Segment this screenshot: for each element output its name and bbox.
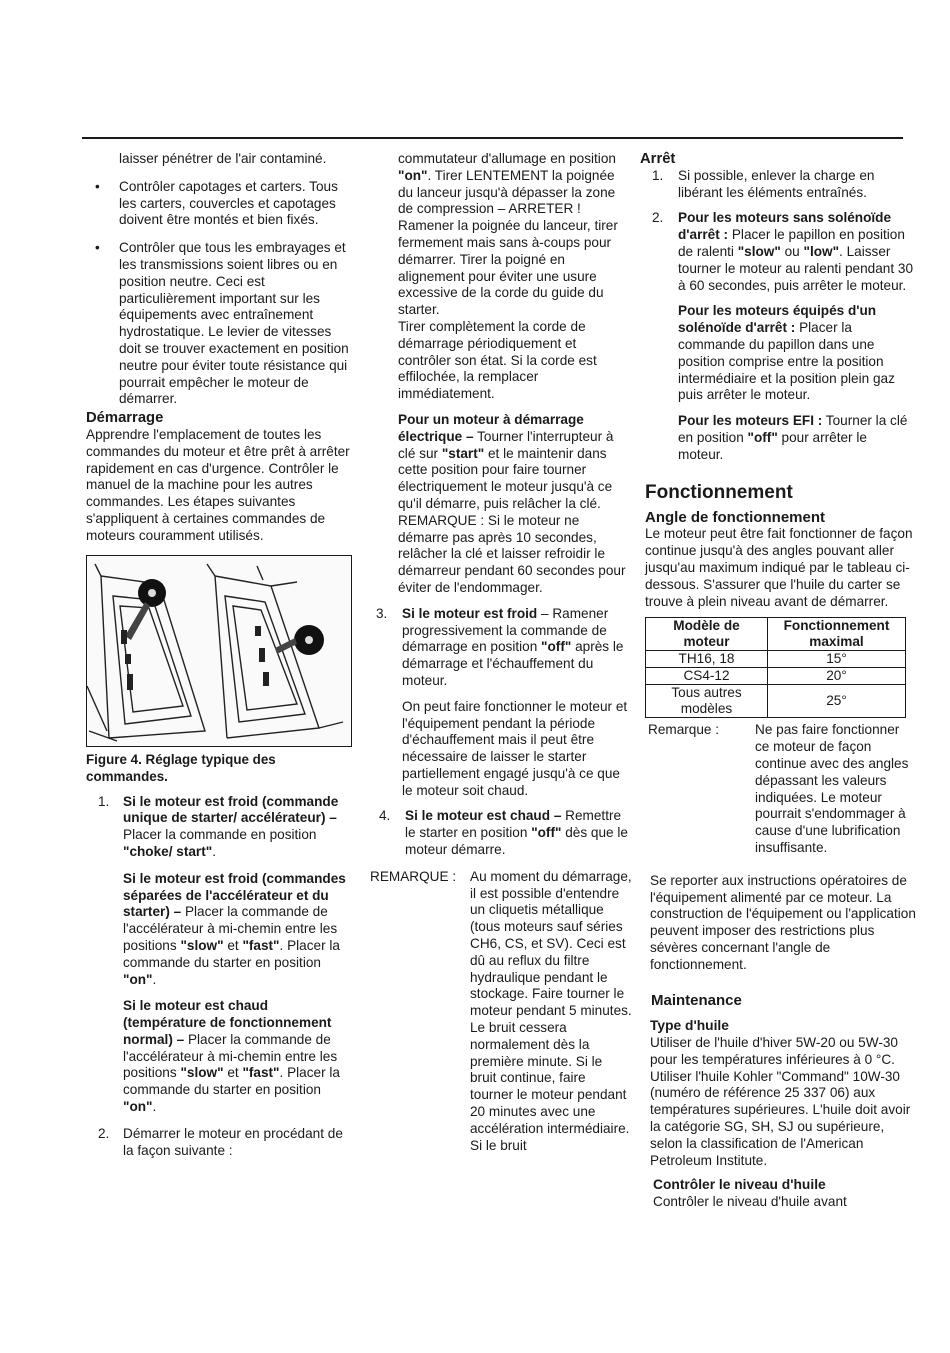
bullet-item: • Contrôler que tous les embrayages et les transmissions soient libres ou en position neutre. Ceci est particulièrement important sur les équipements avec entraînement hydrostatique. Le levier de vitesses doit se trouver exactement en position neutre pour éviter toute résistance qui pourrait empêcher le moteur de démarrer. [95,240,349,407]
table-row: Tous autres modèles 25° [646,685,906,718]
column-left [86,151,352,1159]
figure-controls [86,555,352,747]
subsection-title-niveau: Contrôler le niveau d'huile [653,1177,826,1193]
table-row: CS4-12 20° [646,668,906,685]
bullet-item: • Contrôler capotages et carters. Tous les carters, couvercles et capotages doivent être montés et bien fixés. [95,178,338,228]
step-item: 1. Si possible, enlever la charge en libérant les éléments entraînés. [652,167,875,200]
table-row: TH16, 18 15° [646,651,906,668]
starter-instructions: commutateur d'allumage en position "on". Tirer LENTEMENT la poignée du lanceur jusqu'à dépasser la zone de compression – ARRETER ! Ramener la poignée du lanceur, tirer fermement mais sans à-coups pour démarrer. Tirer la poigné en alignement pour éviter une usure excessive de la corde du guide du starter. Tirer complètement la corde de démarrage périodiquement et contrôler son état. Si la corde est effilochée, la remplacer immédiatement. Pour un moteur à démarrage électrique – Tourner l'interrupteur à clé sur "start" et le maintenir dans cette position pour faire tourner électriquement le moteur jusqu'à ce qu'il démarre, puis relâcher la clé. REMARQUE : Si le moteur ne démarre pas après 10 secondes, relâcher la clé et laisser refroidir le démarreur pendant 60 secondes pour éviter de l'endommager. [398,151,626,595]
column-middle [370,151,632,1154]
step-item: 1. Si le moteur est froid (commande unique de starter/ accélérateur) – Placer la commande en position "choke/ start". Si le moteur est froid (commandes séparées de l'accélérateur et du starter) – Placer la commande de l'accélérateur à mi-chemin entre les positions "slow" et "fast". Placer la commande du starter en position "on". Si le moteur est chaud (température de fonctionnement normal) – Placer la commande de l'accélérateur à mi-chemin entre les positions "slow" et "fast". Placer la commande du starter en position "on". [98,793,346,1115]
section-title-demarrage: Démarrage [86,410,164,427]
step-item: 2. Pour les moteurs sans solénoïde d'arrêt : Placer le papillon en position de ralenti "slow" ou "low". Laisser tourner le moteur au ralenti pendant 30 à 60 secondes, puis arrêter le moteur. Pour les moteurs équipés d'un solénoïde d'arrêt : Placer la commande du papillon dans une position comprise entre la position intermédiaire et la position plein gaz puis arrêter le moteur. Pour les moteurs EFI : Tourner la clé en position "off" pour arrêter le moteur. [652,210,914,462]
section-title-arret: Arrêt [640,151,676,167]
step-item: 4. Si le moteur est chaud – Remettre le starter en position "off" dès que le moteur démarre. [379,808,628,858]
demarrage-paragraph: Apprendre l'emplacement de toutes les commandes du moteur et être prêt à arrêter rapidement en cas d'urgence. Contrôler le manuel de la machine pour les autres commandes. Les étapes suivantes s'appliquent à certaines commandes de moteurs couramment utilisés. [86,426,350,543]
step-item: 2. Démarrer le moteur en procédant de la façon suivante : [98,1125,343,1158]
column-right [640,151,916,1211]
huile-paragraph: Utiliser de l'huile d'hiver 5W-20 ou 5W-30 pour les températures inférieures à 0 °C. Utiliser l'huile Kohler "Command" 10W-30 (numéro de référence 25 337 06) aux températures supérieures. L'huile doit avoir la catégorie SG, SH, SJ ou supérieure, selon la classification de l'American Petroleum Institute. [650,1035,911,1168]
step-item: 3. Si le moteur est froid – Ramener progressivement la commande de démarrage en position "off" après le démarrage et l'échauffement du moteur. On peut faire fonctionner le moteur et l'équipement pendant la période d'échauffement mais il peut être nécessaire de laisser le starter partiellement engagé jusqu'à ce que le moteur soit chaud. [376,605,628,798]
remarque-note: REMARQUE : Au moment du démarrage, il est possible d'entendre un cliquetis métallique (tous moteurs sauf séries CH6, CS, et SV). Ceci est dû au reflux du filtre hydraulique pendant le stockage. Faire tourner le moteur pendant 5 minutes. Le bruit cessera normalement dès la première minute. Si le bruit continue, faire tourner le moteur pendant 20 minutes avec une accélération intermédiaire. Si le bruit [370,868,632,1153]
figure-illustration [87,556,346,746]
angle-table [645,617,906,718]
niveau-paragraph: Contrôler le niveau d'huile avant [653,1194,847,1210]
subsection-title-huile: Type d'huile [650,1018,729,1034]
figure-caption: Figure 4. Réglage typique des commandes. [86,751,276,784]
section-title-maintenance: Maintenance [651,992,742,1010]
remarque-note: Remarque : Ne pas faire fonctionner ce moteur de façon continue avec des angles dépassant les valeurs indiquées. Le moteur pourrait s'endommager à cause d'une lubrification insuffisante. [648,722,909,855]
angle-paragraph: Le moteur peut être fait fonctionner de façon continue jusqu'à des angles pouvant aller jusqu'au maximum indiqué par le tableau ci-dessous. S'assurer que l'huile du carter se trouve à plein niveau avant de démarrer. [645,526,913,609]
header-rule [82,137,903,139]
continued-text: laisser pénétrer de l'air contaminé. [119,151,327,166]
reporter-paragraph: Se reporter aux instructions opératoires de l'équipement alimenté par ce moteur. La construction de l'équipement ou l'application peuvent imposer des restrictions plus sévères concernant l'angle de fonctionnement. [650,872,916,972]
table-header-row: Modèle de moteur Fonctionnement maximal [646,618,906,651]
subsection-title-angle: Angle de fonctionnement [645,508,825,526]
section-title-fonctionnement: Fonctionnement [645,481,793,503]
